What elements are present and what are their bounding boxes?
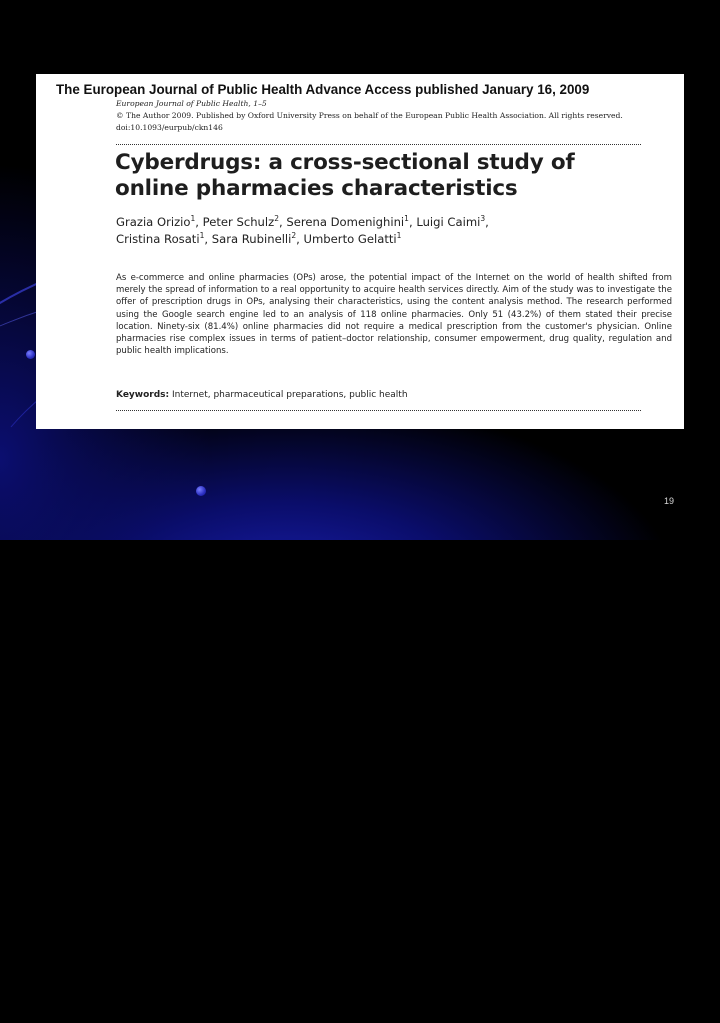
author-affiliation: 2: [291, 231, 297, 240]
journal-citation: European Journal of Public Health, 1–5: [116, 99, 267, 108]
author-separator: ,: [278, 215, 287, 229]
author-name: Peter Schulz: [202, 215, 275, 229]
author-separator: ,: [204, 232, 212, 246]
abstract-text: As e-commerce and online pharmacies (OPs) arose, the potential impact of the Internet on the world of health shifted from merely the spread of information to a real opportunity to acquire health services directly. Aim of the study was to investigate the offer of prescription drugs in OPs, analysing their characteristics, using the content analysis method. The research performed using the Google search engine led to an analysis of 118 online pharmacies. Only 51 (43.2%) of them stated their precise location. Ninety-six (81.4%) online pharmacies did not require a medical prescription from the customer's physician. Online pharmacies rise complex issues in terms of patient–doctor relationship, consumer empowerment, drug quality, regulation and public health implications.: [116, 273, 672, 357]
author-separator: ,: [485, 215, 489, 229]
author-affiliation: 1: [190, 214, 196, 223]
copyright-line: © The Author 2009. Published by Oxford University Press on behalf of the European Public Health Association. All rights reserved.: [116, 111, 623, 120]
author-affiliation: 2: [274, 214, 279, 223]
slide-page-number: 19: [664, 496, 675, 506]
author-affiliation: 1: [396, 231, 402, 240]
author-name: Umberto Gelatti: [303, 232, 397, 246]
decorative-orb: [196, 486, 206, 496]
doi-line: doi:10.1093/eurpub/ckn146: [116, 123, 223, 132]
journal-header: The European Journal of Public Health Advance Access published January 16, 2009: [56, 82, 590, 97]
author-separator: ,: [195, 215, 203, 229]
dotted-divider-bottom: [116, 410, 641, 411]
dotted-divider-top: [116, 144, 641, 145]
keywords-label: Keywords:: [116, 390, 170, 400]
author-name: Luigi Caimi: [416, 215, 481, 229]
author-name: Sara Rubinelli: [211, 232, 292, 246]
decorative-orb: [26, 350, 35, 359]
paper-excerpt-image: [36, 74, 684, 429]
author-affiliation: 3: [480, 214, 486, 223]
paper-title: Cyberdrugs: a cross-sectional study of online pharmacies characteristics: [115, 150, 575, 201]
keywords-line: [116, 390, 656, 400]
author-affiliation: 1: [404, 214, 409, 223]
author-name: Cristina Rosati: [116, 232, 200, 246]
author-list: [116, 214, 656, 248]
keywords-list: Internet, pharmaceutical preparations, public health: [172, 390, 408, 400]
author-name: Grazia Orizio: [116, 215, 191, 229]
author-separator: ,: [408, 215, 417, 229]
author-name: Serena Domenighini: [286, 215, 405, 229]
author-separator: ,: [296, 232, 304, 246]
author-affiliation: 1: [199, 231, 205, 240]
